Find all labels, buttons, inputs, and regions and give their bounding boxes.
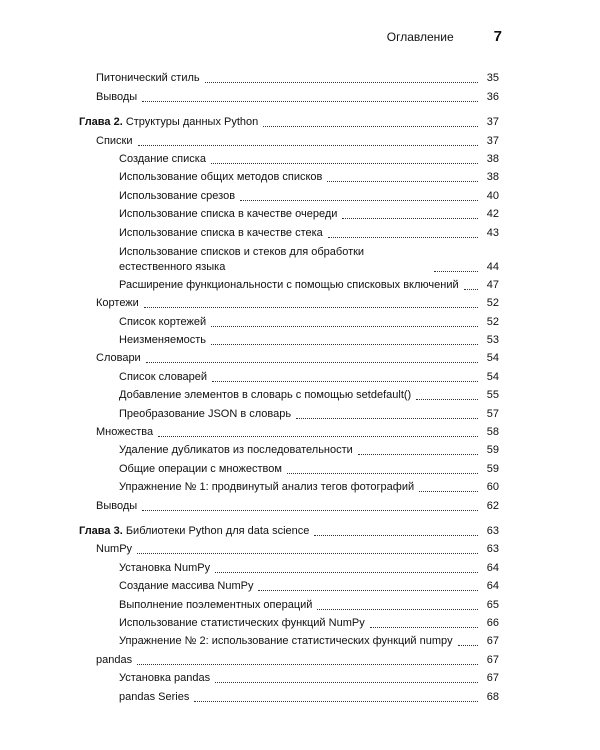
toc-entry-page: 64 — [486, 580, 499, 593]
dot-leader — [215, 571, 478, 573]
toc-entry-page: 53 — [486, 334, 499, 347]
toc-entry-page: 67 — [486, 635, 499, 648]
toc-entry-title — [119, 333, 208, 348]
dot-leader — [258, 589, 478, 591]
toc-entry[interactable] — [0, 613, 600, 631]
dot-leader — [416, 398, 478, 400]
toc-entry[interactable] — [0, 185, 600, 203]
toc-entry-title — [119, 671, 212, 686]
toc-entry-title — [119, 370, 209, 385]
dot-leader — [142, 509, 478, 511]
toc-entry-page: 52 — [486, 315, 499, 328]
dot-leader — [327, 180, 478, 182]
toc-entry-text: Расширение функциональности с помощью списковых включений — [119, 278, 459, 291]
dot-leader — [205, 81, 478, 83]
toc-entry-title — [96, 134, 135, 149]
toc-entry-text: Неизменяемость — [119, 334, 207, 347]
toc-entry-text: Использование списков и стеков для обработки естественного языка — [119, 245, 365, 273]
dot-leader — [328, 236, 478, 238]
toc-entry-text: Списки — [96, 134, 133, 147]
toc-entry-page: 57 — [486, 407, 499, 420]
toc-entry-text: Создание массива NumPy — [119, 580, 254, 593]
toc-entry-text: Выполнение поэлементных операций — [119, 598, 313, 611]
toc-chapter-entry[interactable] — [0, 112, 600, 130]
toc-entry-page: 58 — [486, 426, 499, 439]
toc-entry-page: 64 — [486, 561, 499, 574]
toc-entry-page: 65 — [486, 598, 499, 611]
dot-leader — [144, 306, 478, 308]
toc-entry-title — [96, 653, 134, 668]
toc-entry-title — [119, 278, 461, 293]
dot-leader — [296, 417, 478, 419]
toc-entry-page: 37 — [486, 116, 499, 129]
toc-entry-text: Кортежи — [96, 297, 139, 310]
dot-leader — [342, 217, 478, 219]
toc-entry-text: Использование списка в качестве очереди — [119, 208, 338, 221]
toc-entry[interactable] — [0, 557, 600, 575]
toc-entry[interactable] — [0, 686, 600, 704]
toc-entry-title — [96, 499, 139, 514]
toc-entry-text: Удаление дубликатов из последовательности — [119, 444, 353, 457]
toc-entry-page: 59 — [486, 444, 499, 457]
toc-entry-title — [119, 598, 314, 613]
dot-leader — [458, 644, 478, 646]
toc-entry-page: 42 — [486, 208, 499, 221]
toc-entry-page: 36 — [486, 90, 499, 103]
toc-entry-text: pandas Series — [119, 690, 190, 703]
toc-entry[interactable] — [0, 649, 600, 667]
toc-entry[interactable] — [0, 631, 600, 649]
dot-leader — [211, 162, 478, 164]
dot-leader — [158, 435, 478, 437]
toc-entry-text: Упражнение № 1: продвинутый анализ тегов фотографий — [119, 481, 415, 494]
dot-leader — [464, 288, 478, 290]
toc-entry-text: Список кортежей — [119, 315, 207, 328]
toc-entry-text: Выводы — [96, 90, 138, 103]
dot-leader — [142, 100, 478, 102]
toc-entry-page: 54 — [486, 370, 499, 383]
toc-entry-title — [119, 170, 324, 185]
toc-entry[interactable] — [0, 130, 600, 148]
toc-entry-page: 44 — [486, 260, 499, 273]
toc-entry-title — [119, 690, 191, 705]
dot-leader — [137, 663, 478, 665]
toc-entry-text: NumPy — [96, 543, 133, 556]
toc-entry-page: 60 — [486, 481, 499, 494]
toc-entry[interactable] — [0, 458, 600, 476]
toc-entry[interactable] — [0, 594, 600, 612]
toc-entry-text: Библиотеки Python для data science — [125, 524, 310, 537]
toc-entry-text: Добавление элементов в словарь с помощью setdefault() — [119, 389, 412, 402]
toc-entry-page: 62 — [486, 499, 499, 512]
toc-entry-title — [119, 315, 208, 330]
running-header — [387, 28, 502, 45]
toc-entry-text: Общие операции с множеством — [119, 462, 282, 475]
toc-entry[interactable] — [0, 275, 600, 293]
dot-leader — [358, 453, 478, 455]
dot-leader — [211, 325, 478, 327]
toc-entry[interactable] — [0, 403, 600, 421]
dot-leader — [212, 380, 478, 382]
toc-entry-text: Список словарей — [119, 370, 208, 383]
toc-entry-title — [79, 115, 260, 130]
toc-entry-text: pandas — [96, 653, 133, 666]
toc-entry-title — [119, 226, 325, 241]
toc-entry-title — [96, 425, 155, 440]
dot-leader — [194, 700, 478, 702]
toc-entry-page: 67 — [486, 672, 499, 685]
toc-entry-text: Питонический стиль — [96, 72, 200, 85]
toc-entry-title — [119, 634, 455, 649]
dot-leader — [138, 144, 478, 146]
toc-entry-text: Использование общих методов списков — [119, 171, 323, 184]
toc-entry-title — [119, 207, 339, 222]
chapter-number: Глава 3. — [79, 524, 123, 537]
toc-entry-page: 63 — [486, 524, 499, 537]
toc-entry-page: 35 — [486, 72, 499, 85]
toc-entry[interactable] — [0, 293, 600, 311]
toc-entry-text: Использование срезов — [119, 189, 236, 202]
toc-entry-page: 54 — [486, 352, 499, 365]
toc-entry-text: Структуры данных Python — [125, 116, 259, 129]
toc-entry-title — [96, 296, 141, 311]
toc-entry[interactable] — [0, 222, 600, 240]
toc-entry-title — [79, 524, 311, 539]
toc-entry[interactable] — [0, 366, 600, 384]
toc-entry-page: 66 — [486, 616, 499, 629]
toc-entry-title — [96, 542, 134, 557]
dot-leader — [287, 472, 478, 474]
dot-leader — [211, 343, 478, 345]
toc-entry[interactable] — [0, 348, 600, 366]
toc-entry-text: Упражнение № 2: использование статистических функций numpy — [119, 635, 453, 648]
dot-leader — [215, 681, 478, 683]
dot-leader — [240, 199, 478, 201]
toc-entry[interactable] — [0, 149, 600, 167]
toc-entry-text: Установка pandas — [119, 672, 211, 685]
toc-entry-title — [96, 71, 202, 86]
toc-entry-title — [119, 388, 413, 403]
toc-entry[interactable] — [0, 167, 600, 185]
dot-leader — [370, 626, 478, 628]
dot-leader — [419, 490, 478, 492]
toc-entry-text: Установка NumPy — [119, 561, 211, 574]
toc-chapter-entry[interactable] — [0, 521, 600, 539]
dot-leader — [434, 270, 478, 272]
toc-entry-title — [119, 561, 212, 576]
toc-entry-page: 63 — [486, 543, 499, 556]
toc-entry-page: 38 — [486, 152, 499, 165]
toc-entry-title — [119, 443, 355, 458]
toc-entry-title — [119, 480, 416, 495]
toc-entry-title — [119, 189, 237, 204]
toc-entry-title — [96, 90, 139, 105]
toc-entry[interactable] — [0, 440, 600, 458]
running-header-section: Оглавление — [386, 30, 454, 44]
toc-entry-title — [119, 462, 284, 477]
toc-entry-text: Выводы — [96, 499, 138, 512]
dot-leader — [263, 125, 478, 127]
toc-entry[interactable] — [0, 576, 600, 594]
toc-entry-title — [119, 152, 208, 167]
toc-entry-page: 37 — [486, 134, 499, 147]
toc-entry-title — [96, 351, 143, 366]
toc-entry-page: 52 — [486, 297, 499, 310]
toc-entry-page: 67 — [486, 653, 499, 666]
toc-entry[interactable] — [0, 311, 600, 329]
toc-entry[interactable] — [0, 204, 600, 222]
toc-entry-title — [119, 579, 255, 594]
dot-leader — [146, 361, 478, 363]
toc-entry-text: Преобразование JSON в словарь — [119, 407, 292, 420]
toc-entry-page: 47 — [486, 278, 499, 291]
toc-entry[interactable] — [0, 385, 600, 403]
toc-entry[interactable] — [0, 422, 600, 440]
toc-entry[interactable] — [0, 68, 600, 86]
page-number: 7 — [493, 28, 502, 45]
toc-entry-page: 59 — [486, 462, 499, 475]
toc-entry[interactable] — [0, 495, 600, 513]
toc-entry-title — [119, 407, 293, 422]
toc-entry[interactable] — [0, 330, 600, 348]
toc-entry-text: Использование списка в качестве стека — [119, 226, 323, 239]
toc-entry-text: Создание списка — [119, 152, 206, 165]
toc-entry-title — [119, 616, 367, 631]
toc-entry[interactable] — [0, 668, 600, 686]
toc-entry-text: Словари — [96, 352, 141, 365]
dot-leader — [314, 534, 478, 536]
toc-entry-page: 55 — [486, 389, 499, 402]
toc-entry-text: Использование статистических функций NumPy — [119, 616, 365, 629]
toc-entry-page: 68 — [486, 690, 499, 703]
toc-entry[interactable] — [0, 241, 600, 275]
toc-entry-page: 40 — [486, 189, 499, 202]
dot-leader — [137, 552, 478, 554]
table-of-contents — [0, 68, 600, 705]
toc-entry-page: 38 — [486, 171, 499, 184]
toc-entry[interactable] — [0, 477, 600, 495]
toc-entry[interactable] — [0, 539, 600, 557]
toc-entry-page: 43 — [486, 226, 499, 239]
toc-entry[interactable] — [0, 86, 600, 104]
toc-entry-text: Множества — [96, 426, 154, 439]
dot-leader — [317, 608, 478, 610]
chapter-number: Глава 2. — [79, 116, 123, 129]
toc-entry-title — [119, 245, 431, 275]
